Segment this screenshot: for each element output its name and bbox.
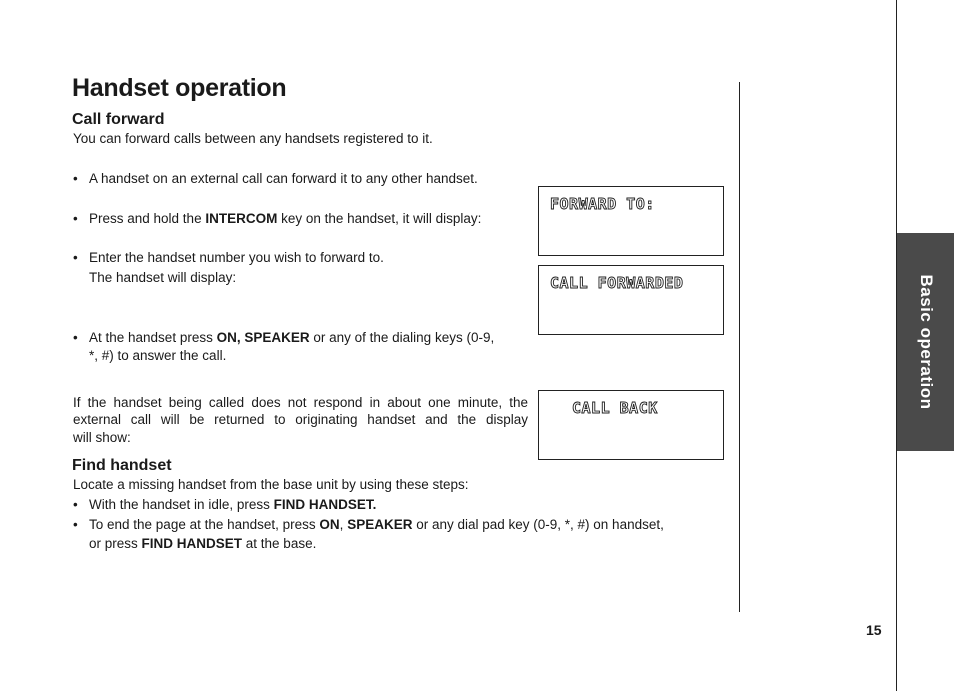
bullet-text: key on the handset, it will display: xyxy=(277,211,482,226)
no-answer-line-1: If the handset being called does not respond in about one minute, the xyxy=(73,395,528,410)
side-tab-label: Basic operation xyxy=(916,274,936,410)
lcd-display-forward-to xyxy=(538,186,724,256)
find-handset-key-label: FIND HANDSET. xyxy=(273,497,377,512)
bullet-text: or press xyxy=(89,536,142,551)
find-handset-heading: Find handset xyxy=(72,457,172,474)
call-forward-bullet-3: • Enter the handset number you wish to forward to. xyxy=(89,249,384,267)
bullet-text: or any of the dialing keys (0-9, xyxy=(309,330,495,345)
lcd-display-call-back xyxy=(538,390,724,460)
call-forward-bullet-3-line-2: The handset will display: xyxy=(89,270,237,285)
speaker-key-label: SPEAKER xyxy=(347,517,413,532)
find-handset-bullet-2 xyxy=(89,516,664,534)
lcd-text: FORWARD TO: xyxy=(550,195,655,213)
bullet-text: At the handset press xyxy=(89,330,217,345)
on-key-label: ON xyxy=(319,517,340,532)
no-answer-line-3: will show: xyxy=(73,430,131,445)
page-number: 15 xyxy=(866,622,882,638)
bullet-text: To end the page at the handset, press xyxy=(89,517,320,532)
call-forward-bullet-2 xyxy=(89,210,481,228)
intercom-key-label: INTERCOM xyxy=(205,211,278,226)
call-forward-bullet-4-line-2: *, #) to answer the call. xyxy=(89,348,227,363)
lcd-display-call-forwarded xyxy=(538,265,724,335)
lcd-text: CALL BACK xyxy=(572,399,658,417)
call-forward-intro: You can forward calls between any handsets registered to it. xyxy=(73,131,433,146)
bullet-text: at the base. xyxy=(242,536,317,551)
bullet-text: or any dial pad key (0-9, *, #) on handset, xyxy=(412,517,664,532)
call-forward-bullet-4 xyxy=(89,329,494,347)
call-forward-heading: Call forward xyxy=(72,111,165,128)
on-speaker-label: ON, SPEAKER xyxy=(216,330,310,345)
page-title: Handset operation xyxy=(72,74,287,102)
call-forward-bullet-1: • A handset on an external call can forward it to any other handset. xyxy=(89,170,478,188)
find-handset-intro: Locate a missing handset from the base unit by using these steps: xyxy=(73,477,469,492)
column-divider-rule xyxy=(739,82,740,612)
find-handset-bullet-1 xyxy=(89,496,376,514)
find-handset-bullet-2-line-2 xyxy=(89,535,316,553)
bullet-text: With the handset in idle, press xyxy=(89,497,274,512)
bullet-text: Press and hold the xyxy=(89,211,206,226)
lcd-text: CALL FORWARDED xyxy=(550,274,684,292)
section-side-tab xyxy=(897,233,954,451)
bullet-text: , xyxy=(339,517,348,532)
no-answer-line-2: external call will be returned to originating handset and the display xyxy=(73,412,528,427)
find-handset-key-label: FIND HANDSET xyxy=(141,536,243,551)
